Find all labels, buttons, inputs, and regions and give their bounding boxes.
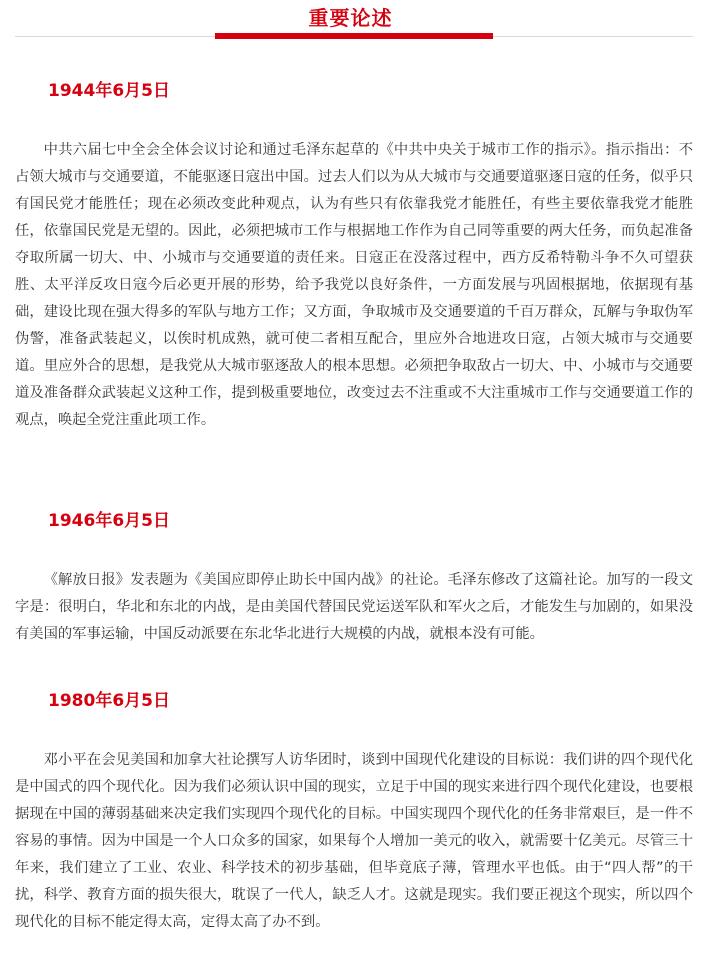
header-accent-bar [215,33,493,39]
entry-body [15,567,693,648]
entry-paragraph: 邓小平在会见美国和加拿大社论撰写人访华团时，谈到中国现代化建设的目标说：我们讲的四个现代化是中国式的四个现代化。因为我们必须认识中国的现实，立足于中国的现实来进行四个现代化建设，也要根据现在中国的薄弱基础来决定我们实现四个现代化的目标。中国实现四个现代化的任务非常艰巨，是一件不容易的事情。因为中国是一个人口众多的国家，如果每个人增加一美元的收入，就需要十亿美元。尽管三十年来，我们建立了工业、农业、科学技术的初步基础，但毕竟底子薄，管理水平也低。由于“四人帮”的干扰，科学、教育方面的损失很大，耽误了一代人，缺乏人才。这就是现实。我们要正视这个现实，所以四个现代化的目标不能定得太高，定得太高了办不到。 [15,752,693,930]
entry-body [15,747,693,936]
entry-date: 1944年6月5日 [48,81,170,101]
entry-date: 1980年6月5日 [48,691,170,711]
page-title: 重要论述 [308,6,393,30]
section-header [0,0,701,42]
entry-body [15,137,693,434]
entry-date: 1946年6月5日 [48,511,170,531]
entry-paragraph: 《解放日报》发表题为《美国应即停止助长中国内战》的社论。毛泽东修改了这篇社论。加写的一段文字是：很明白，华北和东北的内战，是由美国代替国民党运送军队和军火之后，才能发生与加剧的，如果没有美国的军事运输，中国反动派要在东北华北进行大规模的内战，就根本没有可能。 [15,572,693,642]
entry-paragraph: 中共六届七中全会全体会议讨论和通过毛泽东起草的《中共中央关于城市工作的指示》。指示指出：不占领大城市与交通要道，不能驱逐日寇出中国。过去人们以为从大城市与交通要道驱逐日寇的任务，似乎只有国民党才能胜任；现在必须改变此种观点，认为有些只有依靠我党才能胜任，有些主要依靠我党才能胜任，依靠国民党是无望的。因此，必须把城市工作与根据地工作作为自己同等重要的两大任务，而负起准备夺取所属一切大、中、小城市与交通要道的责任来。日寇正在没落过程中，西方反希特勒斗争不久可望获胜、太平洋反攻日寇今后必更开展的形势，给予我党以良好条件，一方面发展与巩固根据地，依据现有基础，建设比现在强大得多的军队与地方工作；又方面，争取城市及交通要道的千百万群众，瓦解与争取伪军伪警，准备武装起义，以俟时机成熟，就可使二者相互配合，里应外合地进攻日寇，占领大城市与交通要道。里应外合的思想，是我党从大城市驱逐敌人的根本思想。必须把争取敌占一切大、中、小城市与交通要道及准备群众武装起义这种工作，提到极重要地位，改变过去不注重或不大注重城市工作与交通要道工作的观点，唤起全党注重此项工作。 [15,142,693,428]
